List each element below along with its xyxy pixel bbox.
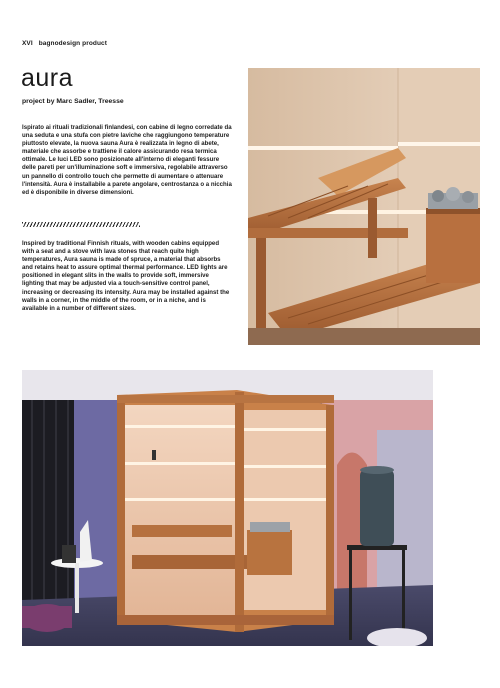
sauna-cabin-room-photo [22, 370, 433, 646]
project-credit: project by Marc Sadler, Treesse [22, 98, 124, 105]
sauna-interior-illustration [248, 68, 480, 345]
divider-slashes [22, 222, 140, 227]
section-label: bagnodesign product [38, 40, 108, 47]
body-text-english: Inspired by traditional Finnish rituals, with wooden cabins equipped with a seat and a stove with lava stones that reach quite high temperatures, Aura sauna is made of spruce, a material that absorbs and retains heat to assure optimal thermal performance. LED lights are positioned in elegant slits in the walls to provide soft, immersive lighting that may be adjusted via a touch-sensitive control panel, increasing or decreasing its intensity. Aura may be installed against the walls in a corner, in the middle of the room, or in a niche, and is available in a number of different sizes. [22, 240, 230, 312]
page-title: aura [21, 64, 74, 92]
body-text-italian: Ispirato ai rituali tradizionali finlandesi, con cabine di legno corredate da una seduta e una stufa con pietre laviche che raggiungono temperature piuttosto elevate, la nuova sauna Aura è realizzata in legno di abete, materiale che assorbe e trattiene il calore assicurando resa termica ottimale. Le luci LED sono posizionate all'interno di eleganti fessure delle pareti per un'illuminazione soft e immersiva, regolabile attraverso un pannello di controllo touch che permette di aumentare o attenuare l'intensità. Aura è installabile a parete angolare, centrostanza o a nicchia ed è disponibile in diverse dimensioni. [22, 124, 232, 196]
sauna-cabin-illustration [22, 370, 433, 646]
sauna-interior-photo [248, 68, 480, 345]
page-number: XVI [22, 40, 33, 47]
page-header [22, 40, 107, 47]
